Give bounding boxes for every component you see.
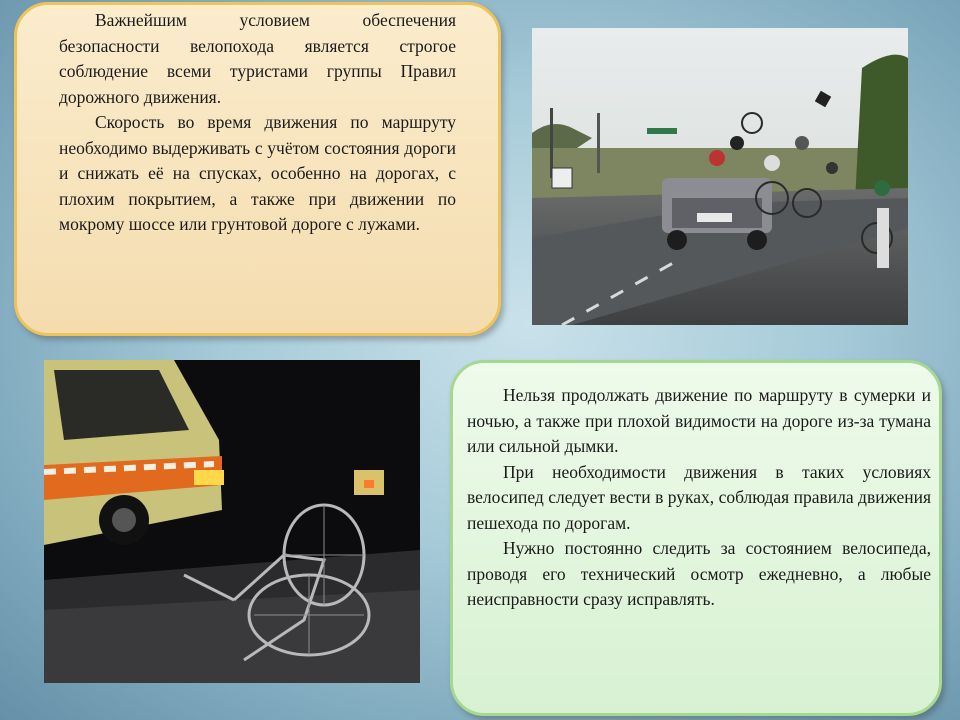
bottom-text-panel: [450, 360, 942, 716]
bottom-paragraph-2: При необходимости движения в таких условиях велосипед следует вести в руках, соблюдая правила движения пешехода по дорогам.: [467, 461, 931, 533]
bottom-paragraph-1: Нельзя продолжать движение по маршруту в сумерки и ночью, а также при плохой видимости на дороге из-за тумана или сильной дымки.: [467, 385, 931, 456]
cyclist-crash-photo: [532, 28, 908, 325]
top-paragraph-1: Важнейшим условием обеспечения безопасности велопохода является строгое соблюдение всеми туристами группы Правил дорожного движения.: [59, 10, 456, 107]
night-bicycle-accident-photo: [44, 360, 420, 683]
top-text-panel: [14, 2, 501, 336]
bottom-paragraph-3: Нужно постоянно следить за состоянием велосипеда, проводя его технический осмотр ежедневно, а любые неисправности сразу исправлять.: [467, 538, 931, 609]
top-paragraph-2: Скорость во время движения по маршруту необходимо выдерживать с учётом состояния дороги и снижать её на спусках, особенно на дорогах, с плохим покрытием, а также при движении по мокрому шоссе или грунтовой дороге с лужами.: [59, 112, 456, 234]
